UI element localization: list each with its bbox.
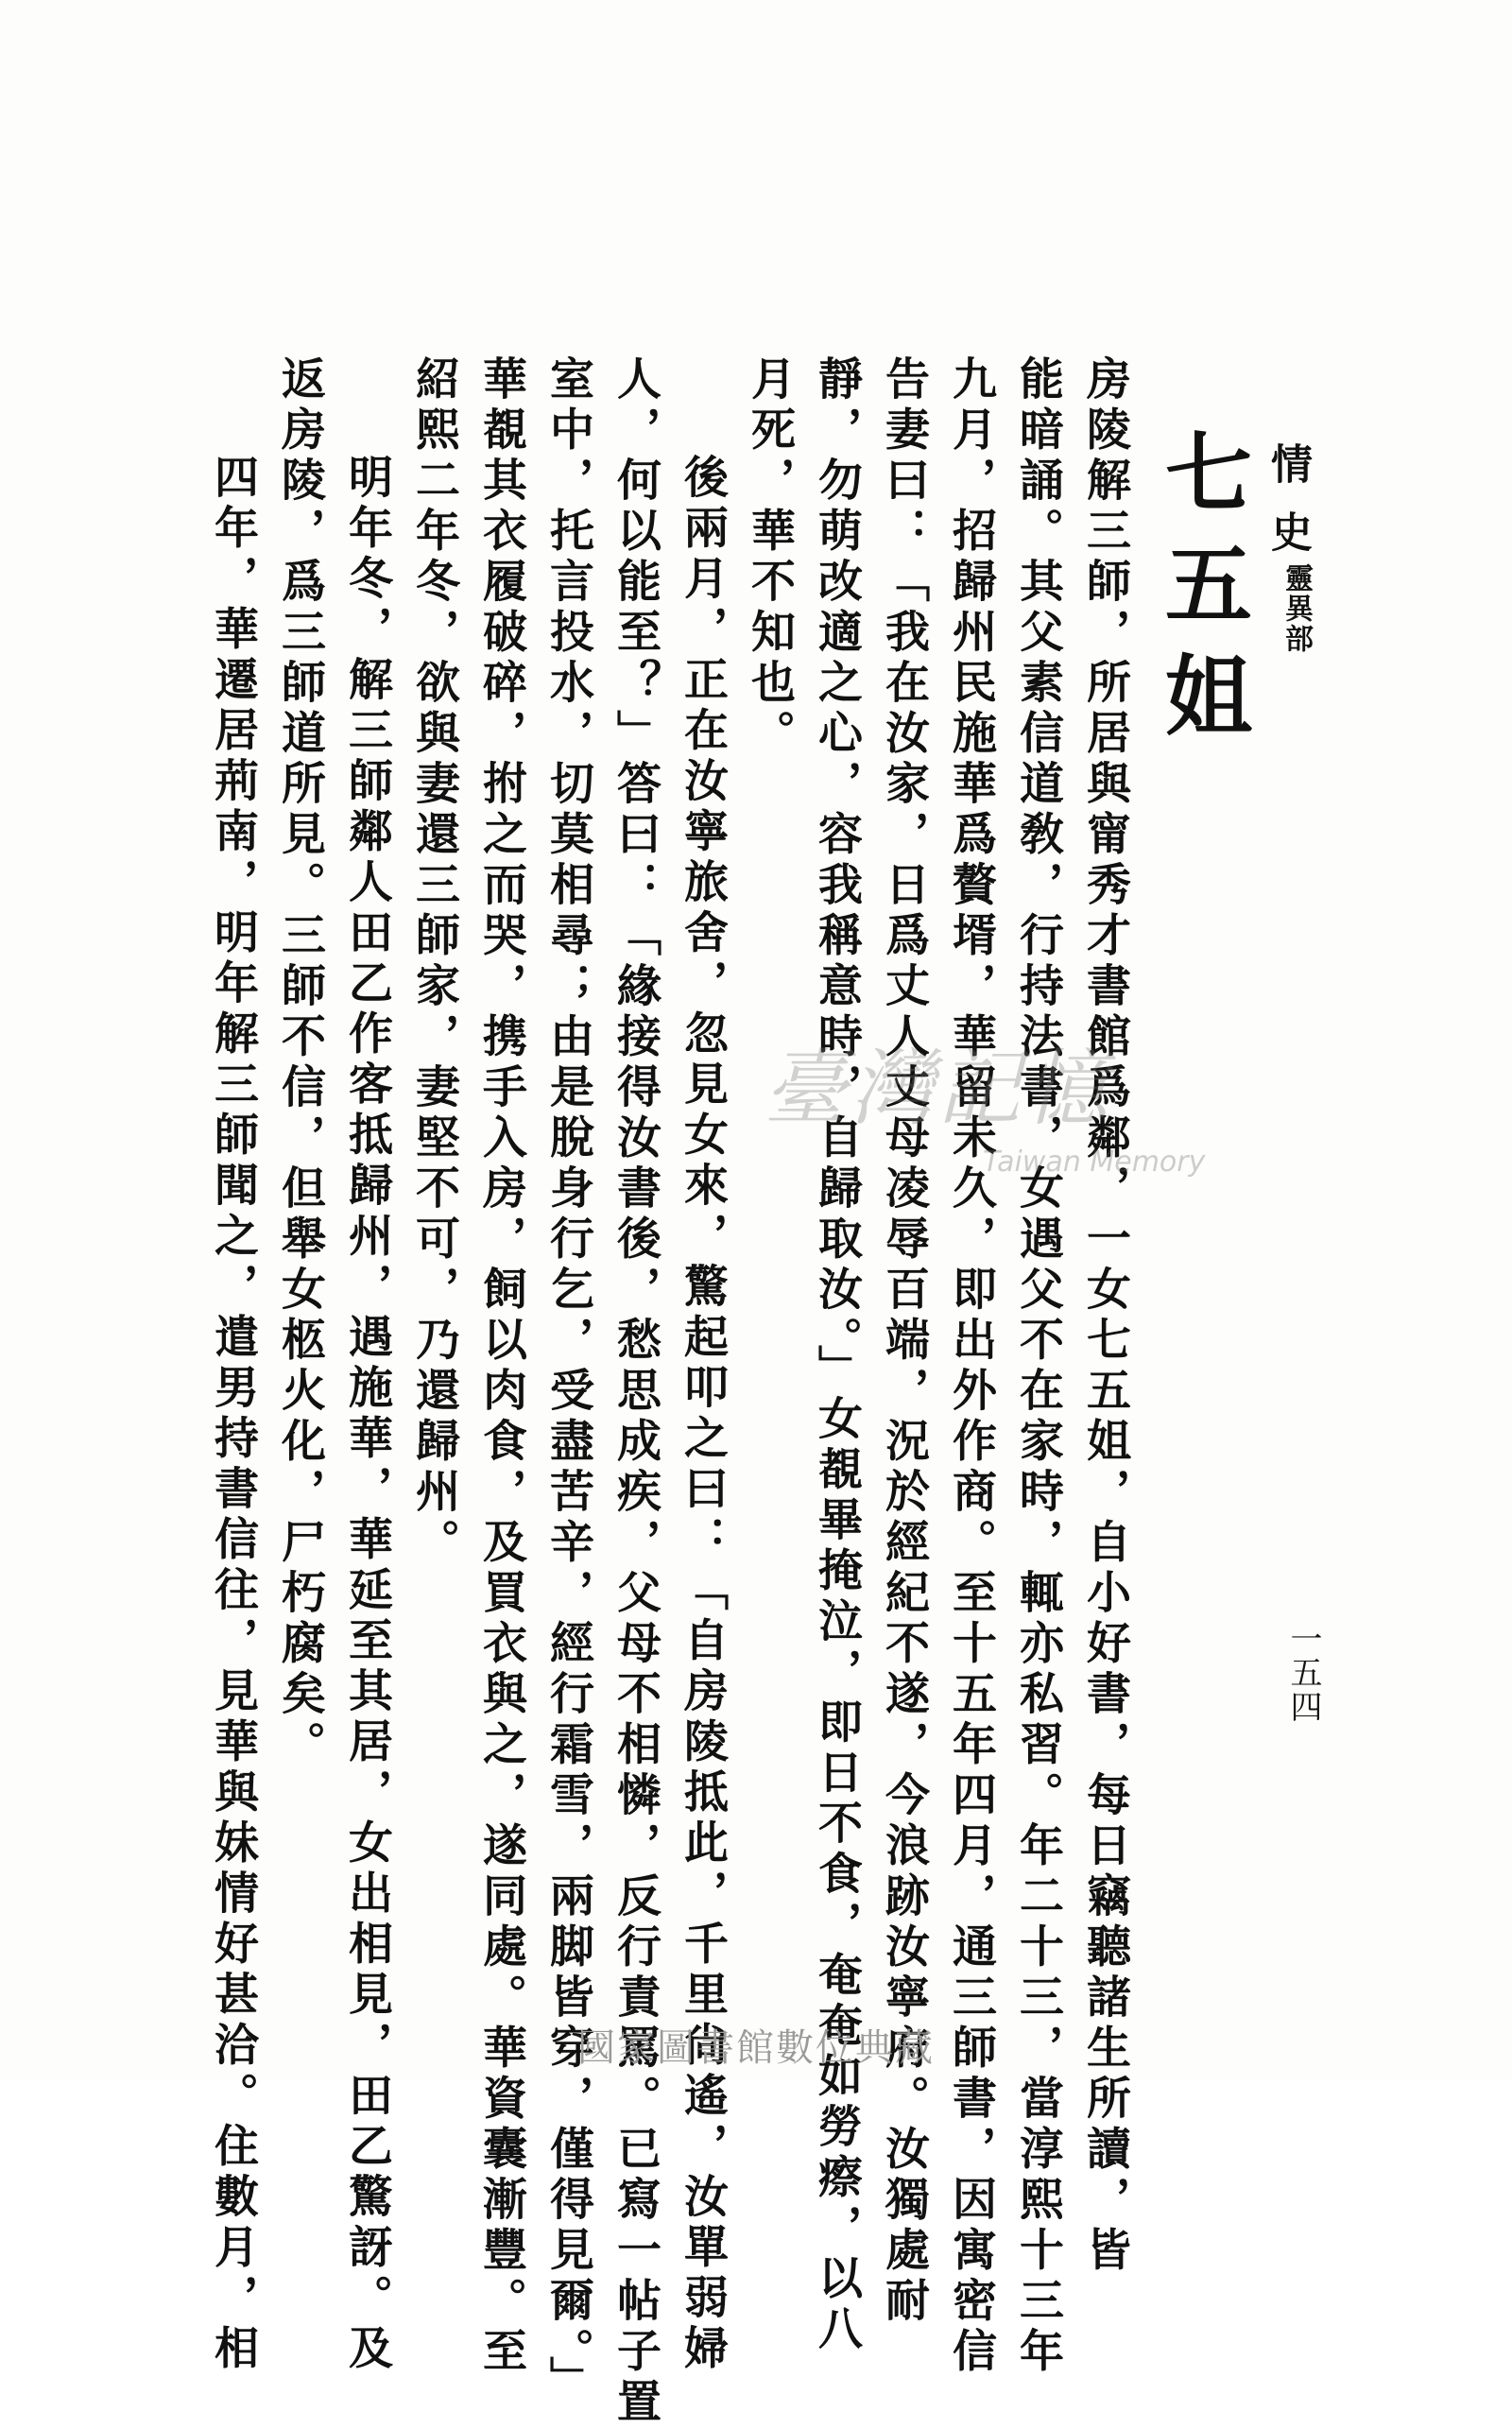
- text-column: 後兩月，正在汝寧旅舍，忽見女來，驚起叩之曰：「自房陵抵此，千里尙遙，汝單弱婦: [677, 454, 729, 2375]
- text-column: 明年冬，解三師鄰人田乙作客抵歸州，遇施華，華延至其居，女出相見，田乙驚訝。及: [341, 454, 393, 2375]
- text-column: 華覩其衣履破碎，拊之而哭，携手入房，飼以肉食，及買衣與之，遂同處。華資囊漸豐。至: [475, 355, 527, 2378]
- watermark-chinese: 臺灣記憶: [764, 1040, 1112, 1137]
- text-column: 靜，勿萌改適之心，容我稱意時，自歸取汝。」女覩畢掩泣，即日不食，奄奄如勞瘵，以八: [811, 355, 863, 2356]
- text-column: 九月，招歸州民施華爲贅壻，華留未久，即出外作商。至十五年四月，通三師書，因寓密信: [945, 355, 997, 2378]
- text-column: 月死，華不知也。: [744, 355, 796, 760]
- category-label: 靈異部: [1280, 563, 1313, 654]
- text-column: 房陵解三師，所居與甯秀才書館爲鄰，一女七五姐，自小好書，每日竊聽諸生所讀，皆: [1079, 355, 1131, 2277]
- text-column: 返房陵，爲三師道所見。三師不信，但舉女柩火化，尸朽腐矣。: [274, 355, 326, 1771]
- page-number: 一五四: [1284, 1622, 1322, 1724]
- article-title: 七五姐: [1151, 427, 1253, 762]
- text-column: 能暗誦。其父素信道敎，行持法書，女遇父不在家時，輒亦私習。年二十三，當淳熙十三年: [1012, 355, 1064, 2378]
- text-column: 紹熙二年冬，欲與妻還三師家，妻堅不可，乃還歸州。: [408, 355, 460, 1569]
- text-column: 人，何以能至？」答曰：「緣接得汝書後，愁思成疾，父母不相憐，反行責罵。已寫一帖子置: [610, 355, 662, 2429]
- book-title: 情史: [1263, 442, 1312, 578]
- watermark-english: Taiwan Memory: [983, 1146, 1206, 1179]
- text-column: 告妻曰：「我在汝家，日爲丈人丈母凌辱百端，況於經紀不遂，今浪跡汝寧府。汝獨處耐: [878, 355, 930, 2328]
- text-column: 四年，華遷居荊南，明年解三師聞之，遣男持書信往，見華與妹情好甚洽。住數月，相: [207, 454, 259, 2375]
- text-column: 室中，托言投水，切莫相尋；由是脫身行乞，受盡苦辛，經行霜雪，兩脚皆穿，僅得見爾。」: [542, 355, 594, 2406]
- library-footer: 國家圖書館數位典藏: [577, 2026, 935, 2070]
